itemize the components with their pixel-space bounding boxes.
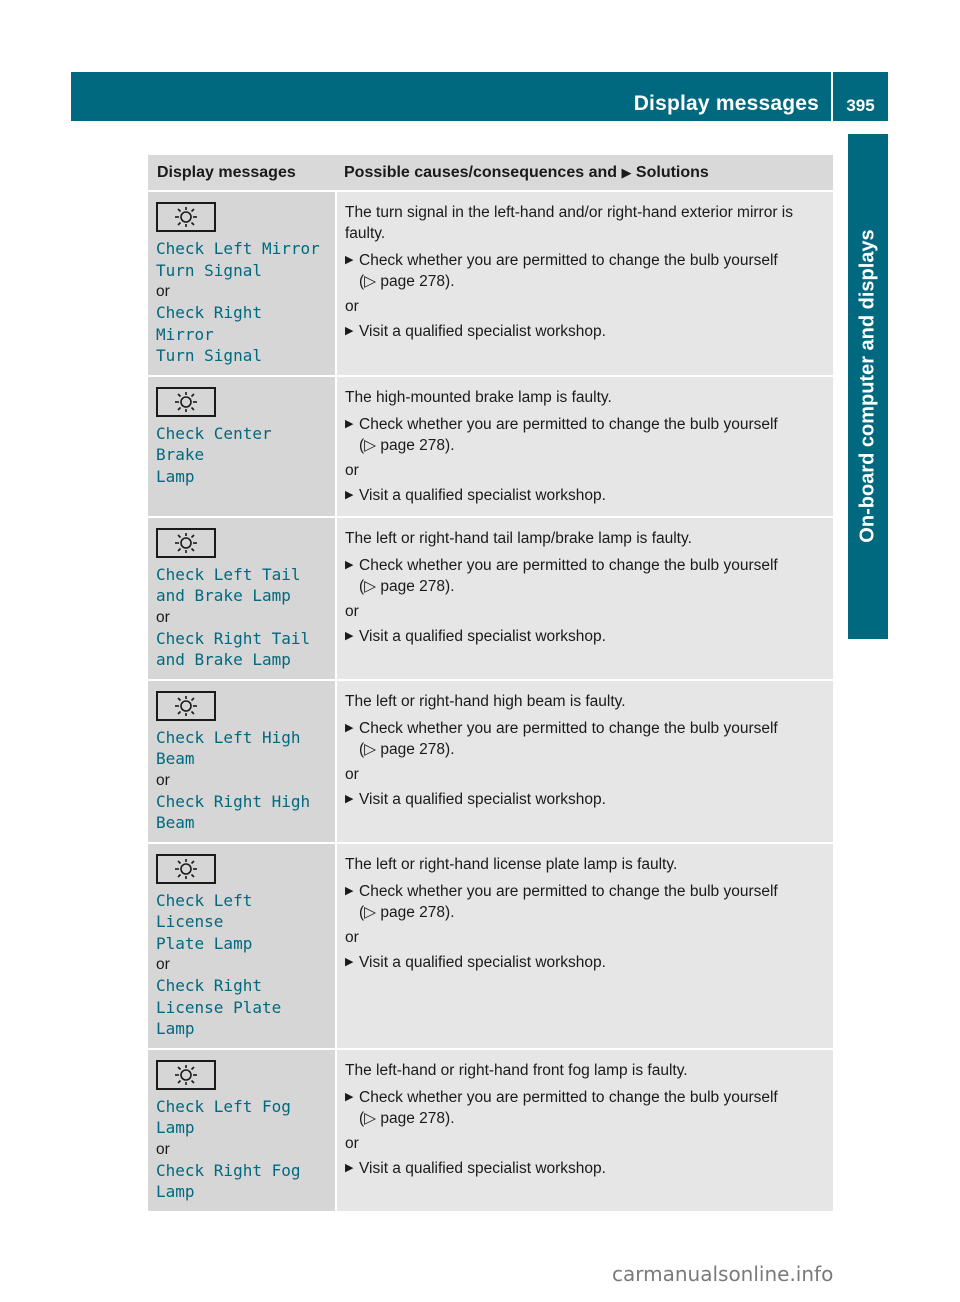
step-check-bulb bbox=[345, 555, 825, 597]
step-visit-workshop bbox=[345, 789, 825, 810]
arrow-right-icon: ▶ bbox=[345, 721, 354, 734]
column-header-solutions bbox=[336, 155, 833, 191]
step-text: Visit a qualified specialist workshop. bbox=[359, 953, 606, 971]
cause-text: The left or right-hand tail lamp/brake lamp is faulty. bbox=[345, 529, 692, 547]
bulb-failure-icon bbox=[156, 387, 216, 417]
triangle-arrow-icon: ▶ bbox=[621, 164, 632, 180]
arrow-right-icon: ▶ bbox=[345, 1090, 354, 1103]
display-message-b: Check Right Mirror Turn Signal bbox=[156, 303, 262, 365]
page-reference: (▷ page 278). bbox=[359, 903, 455, 921]
display-message-a: Check Left Fog Lamp bbox=[156, 1096, 291, 1137]
message-cell bbox=[148, 376, 336, 517]
step-text: Check whether you are permitted to change the bulb yourself bbox=[359, 882, 778, 900]
display-message-b: Check Right Tail and Brake Lamp bbox=[156, 628, 311, 669]
step-text: Check whether you are permitted to change the bulb yourself bbox=[359, 415, 778, 433]
solution-cell bbox=[336, 376, 833, 517]
page-header bbox=[71, 72, 888, 121]
cause-text: The left or right-hand high beam is faulty. bbox=[345, 692, 626, 710]
or-label: or bbox=[156, 771, 170, 789]
step-visit-workshop bbox=[345, 626, 825, 647]
or-label: or bbox=[345, 928, 359, 946]
step-text: Visit a qualified specialist workshop. bbox=[359, 486, 606, 504]
display-messages-table bbox=[148, 155, 833, 1211]
page-number: 395 bbox=[846, 96, 875, 115]
cause-text: The turn signal in the left-hand and/or right-hand exterior mirror is faulty. bbox=[345, 204, 793, 242]
page-reference: (▷ page 278). bbox=[359, 273, 455, 290]
bulb-failure-icon bbox=[156, 528, 216, 558]
solution-cell bbox=[336, 843, 833, 1049]
bulb-failure-icon bbox=[156, 691, 216, 721]
or-label: or bbox=[345, 765, 359, 783]
arrow-right-icon: ▶ bbox=[345, 955, 354, 968]
message-cell bbox=[148, 517, 336, 680]
arrow-right-icon: ▶ bbox=[345, 1161, 354, 1174]
message-cell bbox=[148, 680, 336, 843]
display-message-a: Check Center Brake Lamp bbox=[156, 423, 272, 486]
arrow-right-icon: ▶ bbox=[345, 792, 354, 805]
table-row bbox=[148, 1049, 833, 1211]
header-suffix: Solutions bbox=[635, 163, 709, 181]
display-message-b: Check Right License Plate Lamp bbox=[156, 976, 282, 1038]
cause-text: The left-hand or right-hand front fog lamp is faulty. bbox=[345, 1061, 688, 1079]
step-text: Visit a qualified specialist workshop. bbox=[359, 1159, 606, 1177]
header-prefix: Possible causes/consequences and bbox=[344, 163, 618, 181]
or-label: or bbox=[345, 602, 359, 620]
arrow-right-icon: ▶ bbox=[345, 884, 354, 897]
step-visit-workshop bbox=[345, 952, 825, 973]
table-row bbox=[148, 191, 833, 376]
step-visit-workshop bbox=[345, 1158, 825, 1179]
display-message-a: Check Left Mirror Turn Signal bbox=[156, 239, 320, 280]
page-reference: (▷ page 278). bbox=[359, 1109, 455, 1127]
or-label: or bbox=[156, 956, 170, 973]
cause-text: The left or right-hand license plate lamp is faulty. bbox=[345, 855, 678, 873]
or-label: or bbox=[156, 283, 170, 300]
page-reference: (▷ page 278). bbox=[359, 740, 455, 758]
table-row bbox=[148, 843, 833, 1049]
step-check-bulb bbox=[345, 718, 825, 760]
cause-text: The high-mounted brake lamp is faulty. bbox=[345, 388, 612, 406]
step-check-bulb bbox=[345, 881, 825, 923]
bulb-failure-icon bbox=[156, 1060, 216, 1090]
watermark: carmanualsonline.info bbox=[612, 1262, 834, 1286]
arrow-right-icon: ▶ bbox=[345, 558, 354, 571]
step-text: Visit a qualified specialist workshop. bbox=[359, 323, 606, 340]
arrow-right-icon: ▶ bbox=[345, 488, 354, 501]
step-visit-workshop bbox=[345, 485, 825, 506]
message-cell bbox=[148, 843, 336, 1049]
table-header-row bbox=[148, 155, 833, 191]
table-row bbox=[148, 376, 833, 517]
solution-cell bbox=[336, 517, 833, 680]
message-cell bbox=[148, 1049, 336, 1211]
solution-cell bbox=[336, 1049, 833, 1211]
or-label: or bbox=[156, 608, 170, 626]
display-message-b: Check Right Fog Lamp bbox=[156, 1160, 301, 1201]
table-row bbox=[148, 680, 833, 843]
or-label: or bbox=[345, 461, 359, 479]
step-text: Check whether you are permitted to change the bulb yourself bbox=[359, 252, 778, 269]
arrow-right-icon: ▶ bbox=[345, 629, 354, 642]
bulb-failure-icon bbox=[156, 854, 216, 884]
page-reference: (▷ page 278). bbox=[359, 436, 455, 454]
or-label: or bbox=[345, 1134, 359, 1152]
arrow-right-icon: ▶ bbox=[345, 325, 354, 337]
display-message-a: Check Left High Beam bbox=[156, 727, 301, 768]
bulb-failure-icon bbox=[156, 202, 216, 232]
step-text: Check whether you are permitted to change the bulb yourself bbox=[359, 1088, 778, 1106]
table-row bbox=[148, 517, 833, 680]
section-title: Display messages bbox=[633, 92, 819, 115]
message-cell bbox=[148, 191, 336, 376]
page-reference: (▷ page 278). bbox=[359, 577, 455, 595]
display-message-b: Check Right High Beam bbox=[156, 791, 311, 832]
display-message-a: Check Left Tail and Brake Lamp bbox=[156, 564, 301, 605]
solution-cell bbox=[336, 680, 833, 843]
column-header-messages: Display messages bbox=[148, 155, 336, 191]
step-check-bulb bbox=[345, 1087, 825, 1129]
or-label: or bbox=[156, 1140, 170, 1158]
step-text: Visit a qualified specialist workshop. bbox=[359, 627, 606, 645]
step-text: Visit a qualified specialist workshop. bbox=[359, 790, 606, 808]
arrow-right-icon: ▶ bbox=[345, 254, 354, 266]
display-message-a: Check Left License Plate Lamp bbox=[156, 890, 253, 953]
chapter-tab-label: On-board computer and displays bbox=[856, 229, 879, 543]
step-visit-workshop bbox=[345, 321, 825, 342]
step-text: Check whether you are permitted to change the bulb yourself bbox=[359, 556, 778, 574]
arrow-right-icon: ▶ bbox=[345, 417, 354, 430]
solution-cell bbox=[336, 191, 833, 376]
step-check-bulb bbox=[345, 250, 825, 292]
or-label: or bbox=[345, 298, 359, 315]
step-text: Check whether you are permitted to change the bulb yourself bbox=[359, 719, 778, 737]
step-check-bulb bbox=[345, 414, 825, 456]
